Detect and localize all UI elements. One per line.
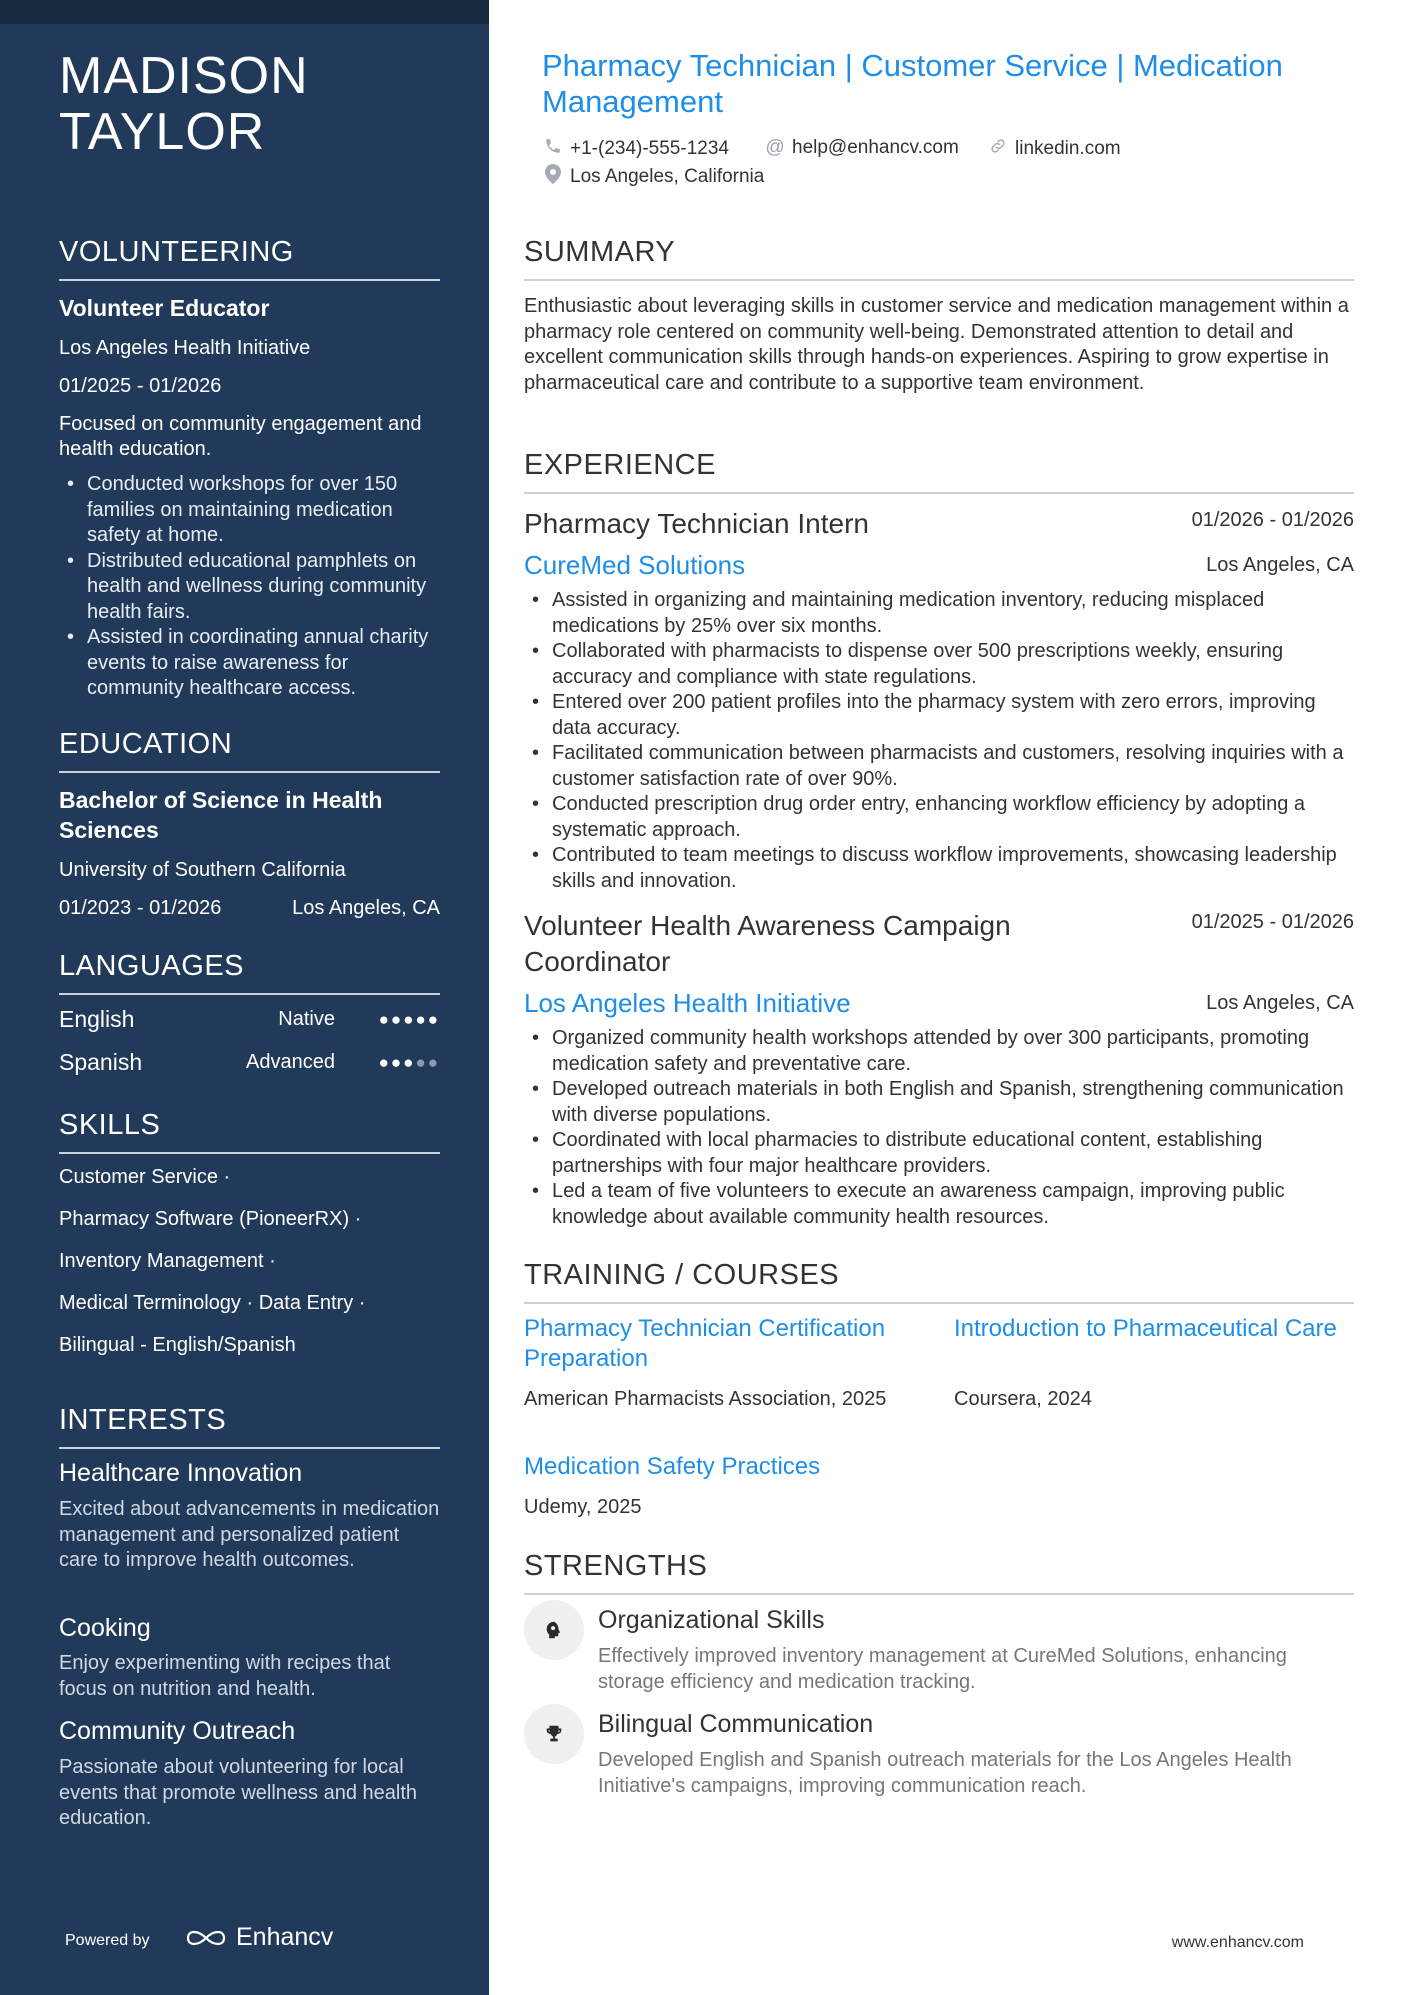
footer-url[interactable]: www.enhancv.com	[1171, 1934, 1304, 1951]
contact-phone[interactable]	[542, 137, 729, 161]
list-item: • Led a team of five volunteers to execute an awareness campaign, improving public knowledge about available community health resources.	[524, 1179, 1354, 1230]
list-item: • Entered over 200 patient profiles into the pharmacy system with zero errors, improving data accuracy.	[524, 690, 1354, 741]
list-item: • Conducted prescription drug order entry, enhancing workflow efficiency by adopting a systematic approach.	[524, 792, 1354, 843]
list-item: • Conducted workshops for over 150 families on maintaining medication safety at home.	[59, 472, 440, 549]
enhancv-logo-icon	[184, 1926, 228, 1950]
language-name: Spanish	[59, 1049, 143, 1075]
skill-line: Inventory Management ·	[59, 1250, 276, 1272]
job-bullets	[524, 1026, 1354, 1230]
job-bullets	[524, 588, 1354, 894]
education-location: Los Angeles, CA	[292, 897, 440, 919]
candidate-name: MADISON TAYLOR	[59, 47, 309, 161]
job-dates: 01/2026 - 01/2026	[1191, 509, 1354, 531]
at-icon: @	[765, 137, 785, 158]
contact-email[interactable]	[764, 137, 959, 159]
contact-linkedin[interactable]	[987, 137, 1121, 161]
strength-title: Organizational Skills	[598, 1606, 825, 1634]
education-dates: 01/2023 - 01/2026	[59, 897, 222, 919]
language-level: Native	[278, 1008, 335, 1030]
summary-heading: SUMMARY	[524, 236, 1354, 281]
volunteer-bullets	[59, 472, 440, 702]
education-degree: Bachelor of Science in Health Sciences	[59, 787, 383, 843]
list-item: • Distributed educational pamphlets on health and wellness during community health fairs.	[59, 549, 440, 626]
enhancv-brand-name: Enhancv	[236, 1923, 334, 1951]
education-heading: EDUCATION	[59, 728, 440, 773]
summary-text: Enthusiastic about leveraging skills in customer service and medication management within a pharmacy role centered on community well-being. Demonstrated attention to detail and excellent communication skills through hands-on experiences. Aspiring to grow expertise in pharmaceutical care and contribute to a supportive team environment.	[524, 295, 1349, 394]
enhancv-logo[interactable]	[184, 1923, 333, 1952]
job-dates: 01/2025 - 01/2026	[1191, 911, 1354, 933]
list-item: • Assisted in coordinating annual charity events to raise awareness for community healthcare access.	[59, 625, 440, 702]
list-item: • Collaborated with pharmacists to dispense over 500 prescriptions weekly, ensuring accuracy and compliance with state regulations.	[524, 639, 1354, 690]
list-item: • Facilitated communication between pharmacists and customers, resolving inquiries with a customer satisfaction rate of over 90%.	[524, 741, 1354, 792]
strength-description: Developed English and Spanish outreach materials for the Los Angeles Health Initiative's campaigns, improving communication reach.	[598, 1749, 1292, 1797]
list-item: • Coordinated with local pharmacies to distribute educational content, establishing partnerships with four major healthcare providers.	[524, 1128, 1354, 1179]
strength-title: Bilingual Communication	[598, 1710, 874, 1738]
list-item: • Contributed to team meetings to discuss workflow improvements, showcasing leadership skills and innovation.	[524, 843, 1354, 894]
job-location: Los Angeles, CA	[1206, 554, 1354, 576]
course-org: Coursera, 2024	[954, 1388, 1092, 1410]
language-level: Advanced	[246, 1051, 335, 1073]
contact-email-text: help@enhancv.com	[792, 137, 959, 158]
volunteer-description: Focused on community engagement and health education.	[59, 413, 422, 460]
skill-line: Bilingual - English/Spanish	[59, 1334, 296, 1356]
language-rating-dots: ●●●●●	[378, 1053, 440, 1072]
experience-heading: EXPERIENCE	[524, 449, 1354, 494]
contact-linkedin-text: linkedin.com	[1015, 138, 1121, 159]
volunteer-role: Volunteer Educator	[59, 295, 270, 321]
powered-by-label: Powered by	[65, 1932, 150, 1949]
volunteer-org: Los Angeles Health Initiative	[59, 337, 311, 359]
language-row-english	[59, 1006, 440, 1036]
list-item: • Organized community health workshops attended by over 300 participants, promoting medication safety and preventative care.	[524, 1026, 1354, 1077]
course-title: Medication Safety Practices	[524, 1453, 821, 1480]
strengths-heading: STRENGTHS	[524, 1550, 1354, 1595]
list-item: • Assisted in organizing and maintaining medication inventory, reducing misplaced medications by 25% over six months.	[524, 588, 1354, 639]
interest-title: Healthcare Innovation	[59, 1459, 303, 1487]
job-title: Pharmacy Technician Intern	[524, 508, 869, 539]
sidebar-top-bar	[0, 0, 489, 24]
phone-icon	[542, 137, 564, 161]
skill-line: Medical Terminology · Data Entry ·	[59, 1292, 366, 1314]
brain-icon	[524, 1600, 584, 1660]
volunteer-dates: 01/2025 - 01/2026	[59, 375, 222, 397]
sidebar	[0, 0, 489, 1995]
education-school: University of Southern California	[59, 859, 346, 881]
main-content	[489, 0, 1410, 1995]
interest-description: Excited about advancements in medication management and personalized patient care to improve health outcomes.	[59, 1498, 440, 1571]
language-name: English	[59, 1006, 135, 1032]
headline: Pharmacy Technician | Customer Service | Medication Management	[542, 48, 1283, 119]
interest-title: Community Outreach	[59, 1717, 296, 1745]
skill-line: Pharmacy Software (PioneerRX) ·	[59, 1208, 362, 1230]
course-title: Pharmacy Technician Certification Preparation	[524, 1315, 886, 1372]
training-heading: TRAINING / COURSES	[524, 1259, 1354, 1304]
skill-line: Customer Service ·	[59, 1166, 231, 1188]
job-location: Los Angeles, CA	[1206, 992, 1354, 1014]
interest-title: Cooking	[59, 1614, 151, 1642]
job-company: CureMed Solutions	[524, 550, 746, 580]
interest-description: Enjoy experimenting with recipes that focus on nutrition and health.	[59, 1652, 391, 1700]
job-company: Los Angeles Health Initiative	[524, 988, 851, 1018]
location-pin-icon	[542, 164, 564, 190]
contact-location-text: Los Angeles, California	[570, 166, 765, 187]
language-rating-dots: ●●●●●	[378, 1010, 440, 1029]
course-org: American Pharmacists Association, 2025	[524, 1388, 887, 1410]
contact-location	[542, 164, 764, 190]
trophy-icon	[524, 1704, 584, 1764]
job-title: Volunteer Health Awareness Campaign Coordinator	[524, 910, 1011, 977]
skills-heading: SKILLS	[59, 1109, 440, 1154]
language-row-spanish	[59, 1049, 440, 1079]
interests-heading: INTERESTS	[59, 1404, 440, 1449]
interest-description: Passionate about volunteering for local events that promote wellness and health education.	[59, 1756, 417, 1829]
link-icon	[987, 137, 1009, 161]
languages-heading: LANGUAGES	[59, 950, 440, 995]
course-org: Udemy, 2025	[524, 1496, 642, 1518]
strength-description: Effectively improved inventory management at CureMed Solutions, enhancing storage efficiency and medication tracking.	[598, 1645, 1287, 1693]
list-item: • Developed outreach materials in both English and Spanish, strengthening communication with diverse populations.	[524, 1077, 1354, 1128]
course-title: Introduction to Pharmaceutical Care	[954, 1315, 1337, 1342]
volunteering-heading: VOLUNTEERING	[59, 236, 440, 281]
contact-phone-text: +1-(234)-555-1234	[570, 138, 729, 159]
